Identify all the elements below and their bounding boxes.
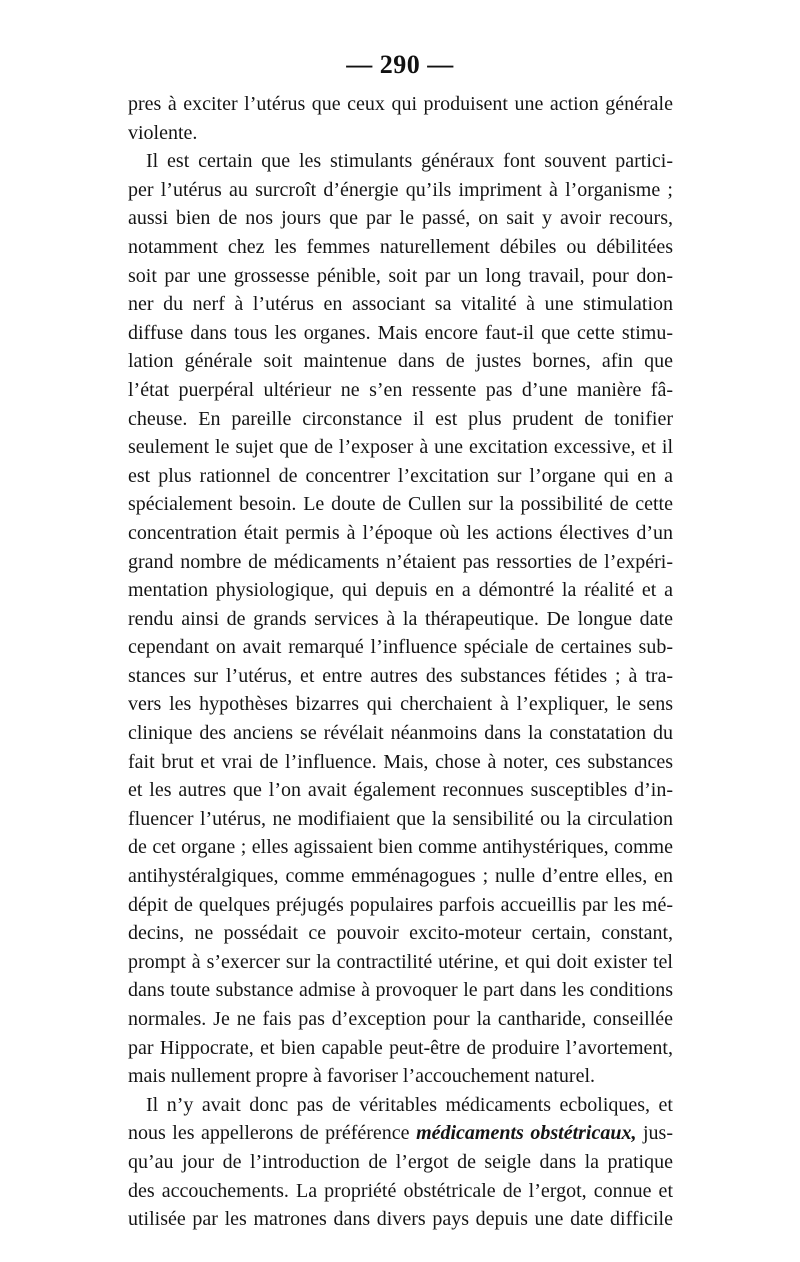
text-line: concentration était permis à l’époque où les actions électives d’un (128, 521, 673, 544)
text-segment: nous les appellerons de préférence (128, 1122, 417, 1145)
paragraph-start-line: Il est certain que les stimulants généraux font souvent partici- (146, 150, 673, 173)
text-line: et les autres que l’on avait également reconnues susceptibles d’in- (128, 779, 673, 802)
text-segment: jus- (636, 1122, 673, 1145)
text-line: seulement le sujet que de l’exposer à une excitation excessive, et il (128, 436, 673, 459)
text-line: rendu ainsi de grands services à la thérapeutique. De longue date (128, 607, 673, 630)
text-line: stances sur l’utérus, et entre autres des substances fétides ; à tra- (128, 664, 673, 687)
text-line: cheuse. En pareille circonstance il est plus prudent de tonifier (128, 407, 673, 430)
text-line: pres à exciter l’utérus que ceux qui produisent une action générale (128, 93, 673, 115)
text-line: aussi bien de nos jours que par le passé, on sait y avoir recours, (128, 207, 673, 230)
text-line: qu’au jour de l’introduction de l’ergot de seigle dans la pratique (128, 1150, 673, 1173)
text-line: normales. Je ne fais pas d’exception pour la cantharide, conseillée (128, 1008, 673, 1030)
paragraph-start-line: Il n’y avait donc pas de véritables médicaments ecboliques, et (146, 1093, 673, 1116)
text-line: decins, ne possédait ce pouvoir excito-moteur certain, constant, (128, 922, 673, 945)
text-line: grand nombre de médicaments n’étaient pas ressorties de l’expéri- (128, 550, 673, 573)
text-line: mentation physiologique, qui depuis en a démontré la réalité et a (128, 579, 673, 602)
text-line: par Hippocrate, et bien capable peut-être de produire l’avortement, (128, 1036, 673, 1059)
text-line: dans toute substance admise à provoquer le part dans les conditions (128, 979, 673, 1002)
text-line: cependant on avait remarqué l’influence spéciale de certaines sub- (128, 636, 673, 659)
text-line: per l’utérus au surcroît d’énergie qu’ils impriment à l’organisme ; (128, 178, 673, 201)
text-line: clinique des anciens se révélait néanmoins dans la constatation du (128, 722, 673, 745)
text-line: antihystéralgiques, comme emménagogues ; nulle d’entre elles, en (128, 865, 673, 888)
text-line: violente. (128, 121, 198, 144)
text-line: notamment chez les femmes naturellement débiles ou débilitées (128, 235, 673, 258)
text-line: diffuse dans tous les organes. Mais encore faut-il que cette stimu- (128, 321, 673, 344)
text-line: ner du nerf à l’utérus en associant sa vitalité à une stimulation (128, 293, 673, 316)
italic-term: médicaments obstétricaux, (416, 1122, 637, 1145)
text-line: dépit de quelques préjugés populaires parfois accueillis par les mé- (128, 893, 673, 916)
text-line: des accouchements. La propriété obstétricale de l’ergot, connue et (128, 1179, 673, 1202)
text-line: soit par une grossesse pénible, soit par un long travail, pour don- (128, 264, 673, 287)
text-line: vers les hypothèses bizarres qui cherchaient à l’expliquer, le sens (128, 693, 673, 716)
text-line: mais nullement propre à favoriser l’accouchement naturel. (128, 1065, 596, 1088)
text-line: fait brut et vrai de l’influence. Mais, chose à noter, ces substances (128, 750, 673, 773)
text-line: prompt à s’exercer sur la contractilité utérine, et qui doit exister tel (128, 950, 673, 973)
text-line: spécialement besoin. Le doute de Cullen sur la possibilité de cette (128, 493, 673, 516)
body-text (128, 90, 673, 1234)
text-line: lation générale soit maintenue dans de justes bornes, afin que (128, 350, 673, 373)
text-line-with-italic (128, 1119, 673, 1148)
text-line: fluencer l’utérus, ne modifiaient que la sensibilité ou la circulation (128, 807, 673, 830)
text-line: de cet organe ; elles agissaient bien comme antihystériques, comme (128, 836, 673, 859)
text-line: est plus rationnel de concentrer l’excitation sur l’organe qui en a (128, 464, 673, 487)
text-line: l’état puerpéral ultérieur ne s’en ressente pas d’une manière fâ- (128, 378, 673, 401)
page-number: — 290 — (346, 50, 454, 79)
text-line: utilisée par les matrones dans divers pays depuis une date difficile (128, 1208, 673, 1231)
